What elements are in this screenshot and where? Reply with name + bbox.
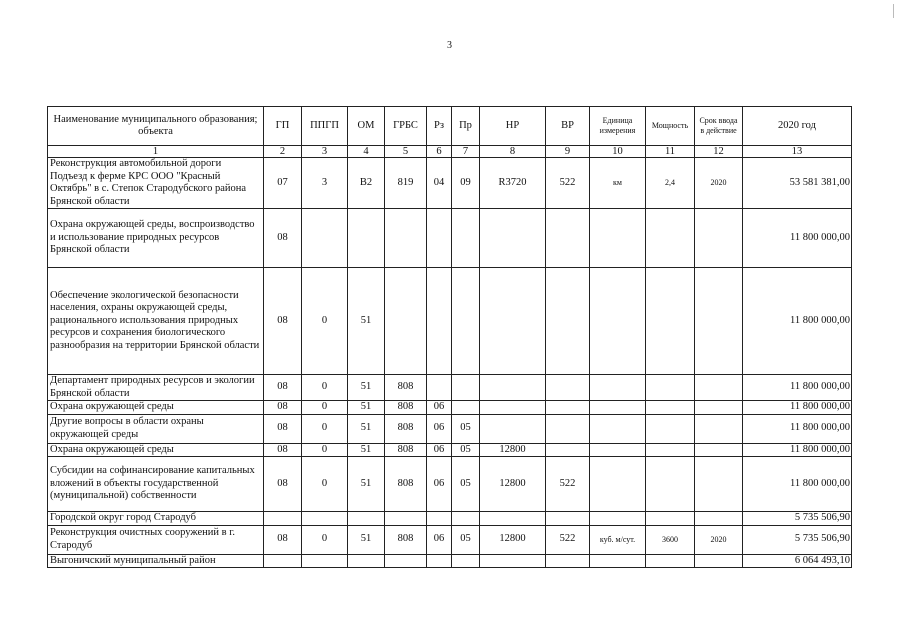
column-header-nr: НР xyxy=(480,107,546,146)
column-header-pr: Пр xyxy=(452,107,480,146)
cell-vr: 522 xyxy=(546,457,590,512)
cell-grbs: 808 xyxy=(385,414,427,443)
budget-table xyxy=(47,106,852,568)
cell-term xyxy=(695,554,743,568)
column-header-capacity: Мощность xyxy=(646,107,695,146)
column-number: 13 xyxy=(743,146,852,158)
cell-rz xyxy=(427,554,452,568)
cell-pr xyxy=(452,209,480,268)
cell-rz xyxy=(427,375,452,401)
cell-term xyxy=(695,268,743,375)
cell-object-name: Департамент природных ресурсов и экологии Брянской области xyxy=(48,375,264,401)
cell-pr: 09 xyxy=(452,158,480,209)
cell-amount: 11 800 000,00 xyxy=(743,209,852,268)
cell-vr xyxy=(546,414,590,443)
cell-grbs xyxy=(385,512,427,526)
cell-om: 51 xyxy=(348,525,385,554)
cell-nr xyxy=(480,209,546,268)
cell-rz: 06 xyxy=(427,401,452,415)
column-header-term: Срок ввода в действие xyxy=(695,107,743,146)
cell-unit: куб. м/сут. xyxy=(590,525,646,554)
cell-rz: 06 xyxy=(427,457,452,512)
cell-capacity xyxy=(646,414,695,443)
cell-object-name: Охрана окружающей среды, воспроизводство и использование природных ресурсов Брянской области xyxy=(48,209,264,268)
column-number: 10 xyxy=(590,146,646,158)
cell-rz: 06 xyxy=(427,414,452,443)
table-body xyxy=(48,107,852,568)
cell-term xyxy=(695,443,743,457)
column-number: 4 xyxy=(348,146,385,158)
cell-gp: 07 xyxy=(264,158,302,209)
column-header-om: ОМ xyxy=(348,107,385,146)
cell-ppgp: 0 xyxy=(302,457,348,512)
cell-rz: 04 xyxy=(427,158,452,209)
cell-gp: 08 xyxy=(264,268,302,375)
cell-om: 51 xyxy=(348,268,385,375)
cell-ppgp xyxy=(302,209,348,268)
cell-capacity xyxy=(646,457,695,512)
column-number: 9 xyxy=(546,146,590,158)
cell-amount: 5 735 506,90 xyxy=(743,525,852,554)
table-row xyxy=(48,401,852,415)
cell-pr xyxy=(452,268,480,375)
cell-vr: 522 xyxy=(546,525,590,554)
column-header-vr: ВР xyxy=(546,107,590,146)
cell-unit: км xyxy=(590,158,646,209)
cell-nr xyxy=(480,268,546,375)
cell-capacity xyxy=(646,443,695,457)
cell-pr xyxy=(452,512,480,526)
cell-amount: 11 800 000,00 xyxy=(743,375,852,401)
cell-capacity xyxy=(646,209,695,268)
cell-term xyxy=(695,209,743,268)
cell-rz xyxy=(427,512,452,526)
cell-pr: 05 xyxy=(452,443,480,457)
cell-om: 51 xyxy=(348,414,385,443)
header-row xyxy=(48,107,852,146)
cell-grbs: 819 xyxy=(385,158,427,209)
column-number: 7 xyxy=(452,146,480,158)
cell-vr: 522 xyxy=(546,158,590,209)
cell-om: В2 xyxy=(348,158,385,209)
column-header-unit: Единица измерения xyxy=(590,107,646,146)
cell-gp xyxy=(264,554,302,568)
cell-unit xyxy=(590,512,646,526)
cell-nr xyxy=(480,414,546,443)
cell-term xyxy=(695,414,743,443)
cell-vr xyxy=(546,554,590,568)
cell-grbs: 808 xyxy=(385,375,427,401)
cell-capacity: 3600 xyxy=(646,525,695,554)
cell-om xyxy=(348,554,385,568)
column-header-object-name: Наименование муниципального образования; объекта xyxy=(48,107,264,146)
column-header-rz: Рз xyxy=(427,107,452,146)
cell-amount: 11 800 000,00 xyxy=(743,414,852,443)
cell-ppgp: 0 xyxy=(302,268,348,375)
table-row xyxy=(48,512,852,526)
cell-gp: 08 xyxy=(264,443,302,457)
cell-gp: 08 xyxy=(264,401,302,415)
scan-mark xyxy=(893,4,894,18)
cell-unit xyxy=(590,457,646,512)
table-row xyxy=(48,209,852,268)
cell-amount: 5 735 506,90 xyxy=(743,512,852,526)
cell-capacity xyxy=(646,401,695,415)
cell-unit xyxy=(590,209,646,268)
cell-nr xyxy=(480,554,546,568)
cell-grbs xyxy=(385,268,427,375)
column-header-grbs: ГРБС xyxy=(385,107,427,146)
cell-term xyxy=(695,375,743,401)
cell-om xyxy=(348,512,385,526)
cell-gp: 08 xyxy=(264,525,302,554)
cell-amount: 11 800 000,00 xyxy=(743,443,852,457)
page-number: 3 xyxy=(447,40,452,51)
cell-capacity xyxy=(646,375,695,401)
cell-nr: 12800 xyxy=(480,457,546,512)
cell-rz xyxy=(427,209,452,268)
cell-ppgp: 0 xyxy=(302,414,348,443)
cell-grbs: 808 xyxy=(385,401,427,415)
cell-unit xyxy=(590,554,646,568)
cell-om xyxy=(348,209,385,268)
cell-rz: 06 xyxy=(427,525,452,554)
cell-grbs: 808 xyxy=(385,457,427,512)
cell-object-name: Охрана окружающей среды xyxy=(48,401,264,415)
column-number-row xyxy=(48,146,852,158)
column-header-ppgp: ППГП xyxy=(302,107,348,146)
cell-object-name: Обеспечение экологической безопасности населения, охраны окружающей среды, рационального использования природных ресурсов и сохранения биологического разнообразия на территории Брянской области xyxy=(48,268,264,375)
table-row xyxy=(48,525,852,554)
cell-ppgp: 0 xyxy=(302,375,348,401)
cell-nr: 12800 xyxy=(480,443,546,457)
cell-term xyxy=(695,401,743,415)
cell-vr xyxy=(546,209,590,268)
cell-nr xyxy=(480,375,546,401)
cell-vr xyxy=(546,512,590,526)
column-number: 11 xyxy=(646,146,695,158)
column-header-gp: ГП xyxy=(264,107,302,146)
cell-object-name: Другие вопросы в области охраны окружающей среды xyxy=(48,414,264,443)
table-row xyxy=(48,554,852,568)
cell-amount: 11 800 000,00 xyxy=(743,401,852,415)
cell-om: 51 xyxy=(348,443,385,457)
table-row xyxy=(48,414,852,443)
cell-object-name: Реконструкция автомобильной дороги Подъезд к ферме КРС ООО "Красный Октябрь" в с. Степок Стародубского района Брянской области xyxy=(48,158,264,209)
cell-pr xyxy=(452,375,480,401)
cell-capacity xyxy=(646,554,695,568)
cell-gp: 08 xyxy=(264,457,302,512)
table-row xyxy=(48,268,852,375)
cell-nr: R3720 xyxy=(480,158,546,209)
cell-pr xyxy=(452,401,480,415)
cell-grbs xyxy=(385,554,427,568)
cell-object-name: Субсидии на софинансирование капитальных вложений в объекты государственной (муниципальной) собственности xyxy=(48,457,264,512)
cell-term: 2020 xyxy=(695,158,743,209)
cell-capacity xyxy=(646,512,695,526)
column-number: 1 xyxy=(48,146,264,158)
table-row xyxy=(48,457,852,512)
cell-object-name: Выгоничский муниципальный район xyxy=(48,554,264,568)
cell-grbs: 808 xyxy=(385,443,427,457)
cell-ppgp: 3 xyxy=(302,158,348,209)
cell-capacity xyxy=(646,268,695,375)
cell-object-name: Охрана окружающей среды xyxy=(48,443,264,457)
cell-ppgp xyxy=(302,512,348,526)
cell-vr xyxy=(546,268,590,375)
cell-gp xyxy=(264,512,302,526)
cell-om: 51 xyxy=(348,375,385,401)
cell-amount: 11 800 000,00 xyxy=(743,268,852,375)
cell-amount: 11 800 000,00 xyxy=(743,457,852,512)
cell-pr: 05 xyxy=(452,457,480,512)
cell-term: 2020 xyxy=(695,525,743,554)
column-number: 6 xyxy=(427,146,452,158)
column-header-amount: 2020 год xyxy=(743,107,852,146)
cell-nr xyxy=(480,401,546,415)
cell-pr xyxy=(452,554,480,568)
cell-vr xyxy=(546,401,590,415)
cell-amount: 53 581 381,00 xyxy=(743,158,852,209)
column-number: 12 xyxy=(695,146,743,158)
cell-om: 51 xyxy=(348,401,385,415)
table-row xyxy=(48,158,852,209)
cell-rz xyxy=(427,268,452,375)
cell-unit xyxy=(590,268,646,375)
column-number: 5 xyxy=(385,146,427,158)
cell-ppgp: 0 xyxy=(302,443,348,457)
table-row xyxy=(48,375,852,401)
cell-vr xyxy=(546,443,590,457)
cell-capacity: 2,4 xyxy=(646,158,695,209)
cell-vr xyxy=(546,375,590,401)
cell-grbs xyxy=(385,209,427,268)
column-number: 8 xyxy=(480,146,546,158)
cell-ppgp: 0 xyxy=(302,525,348,554)
cell-gp: 08 xyxy=(264,209,302,268)
cell-nr: 12800 xyxy=(480,525,546,554)
column-number: 2 xyxy=(264,146,302,158)
cell-rz: 06 xyxy=(427,443,452,457)
cell-ppgp: 0 xyxy=(302,401,348,415)
cell-term xyxy=(695,457,743,512)
cell-unit xyxy=(590,375,646,401)
cell-nr xyxy=(480,512,546,526)
cell-term xyxy=(695,512,743,526)
cell-pr: 05 xyxy=(452,414,480,443)
cell-om: 51 xyxy=(348,457,385,512)
cell-unit xyxy=(590,414,646,443)
cell-object-name: Реконструкция очистных сооружений в г. Стародуб xyxy=(48,525,264,554)
cell-unit xyxy=(590,401,646,415)
cell-gp: 08 xyxy=(264,414,302,443)
cell-gp: 08 xyxy=(264,375,302,401)
table-row xyxy=(48,443,852,457)
cell-amount: 6 064 493,10 xyxy=(743,554,852,568)
cell-ppgp xyxy=(302,554,348,568)
cell-unit xyxy=(590,443,646,457)
column-number: 3 xyxy=(302,146,348,158)
cell-object-name: Городской округ город Стародуб xyxy=(48,512,264,526)
cell-grbs: 808 xyxy=(385,525,427,554)
cell-pr: 05 xyxy=(452,525,480,554)
